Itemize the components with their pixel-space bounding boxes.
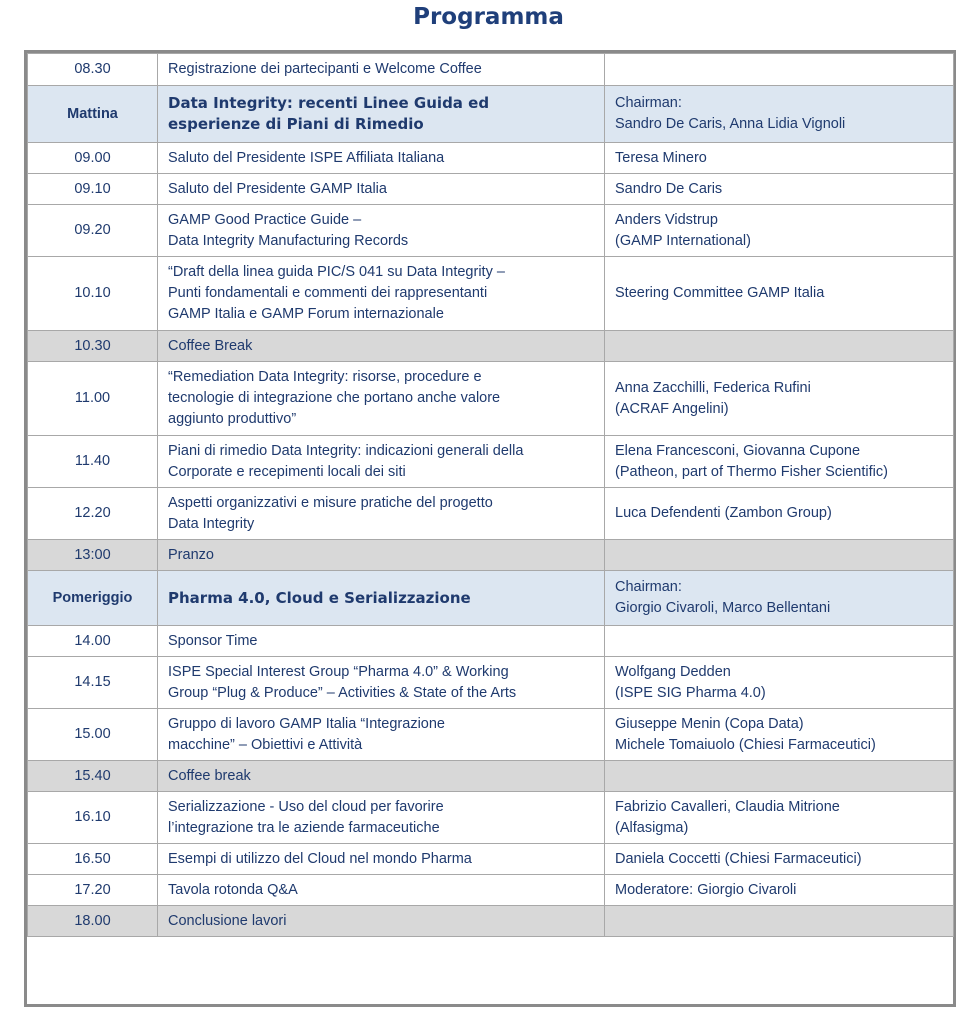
program-cell: Saluto del Presidente ISPE Affiliata Italiana bbox=[158, 143, 605, 174]
time-cell: 10.10 bbox=[28, 257, 158, 331]
speaker-cell: Anders Vidstrup (GAMP International) bbox=[605, 205, 954, 257]
page-title: Programma bbox=[413, 4, 564, 30]
schedule-row bbox=[28, 657, 954, 709]
time-cell: 09.10 bbox=[28, 174, 158, 205]
time-cell: 18.00 bbox=[28, 906, 158, 937]
speaker-cell: Anna Zacchilli, Federica Rufini (ACRAF Angelini) bbox=[605, 362, 954, 436]
schedule-row bbox=[28, 792, 954, 844]
time-cell: Pomeriggio bbox=[28, 571, 158, 626]
time-cell: 14.15 bbox=[28, 657, 158, 709]
programme-table bbox=[24, 50, 956, 1007]
schedule-row bbox=[28, 844, 954, 875]
program-cell: Conclusione lavori bbox=[158, 906, 605, 937]
speaker-cell: Moderatore: Giorgio Civaroli bbox=[605, 875, 954, 906]
program-cell: Gruppo di lavoro GAMP Italia “Integrazione macchine” – Obiettivi e Attività bbox=[158, 709, 605, 761]
schedule-row bbox=[28, 54, 954, 86]
break-row bbox=[28, 761, 954, 792]
program-cell: Coffee break bbox=[158, 761, 605, 792]
schedule-row bbox=[28, 709, 954, 761]
time-cell: 09.20 bbox=[28, 205, 158, 257]
schedule-row bbox=[28, 488, 954, 540]
time-cell: 09.00 bbox=[28, 143, 158, 174]
program-cell: “Draft della linea guida PIC/S 041 su Data Integrity – Punti fondamentali e commenti dei rappresentanti GAMP Italia e GAMP Forum internazionale bbox=[158, 257, 605, 331]
schedule-row bbox=[28, 205, 954, 257]
time-cell: 13:00 bbox=[28, 540, 158, 571]
time-cell: 10.30 bbox=[28, 331, 158, 362]
speaker-cell: Fabrizio Cavalleri, Claudia Mitrione (Alfasigma) bbox=[605, 792, 954, 844]
program-cell: ISPE Special Interest Group “Pharma 4.0” & Working Group “Plug & Produce” – Activities & State of the Arts bbox=[158, 657, 605, 709]
speaker-cell: Chairman: Giorgio Civaroli, Marco Bellentani bbox=[605, 571, 954, 626]
speaker-cell bbox=[605, 331, 954, 362]
time-cell: 15.40 bbox=[28, 761, 158, 792]
program-cell: Registrazione dei partecipanti e Welcome Coffee bbox=[158, 54, 605, 86]
speaker-cell: Luca Defendenti (Zambon Group) bbox=[605, 488, 954, 540]
program-cell: Tavola rotonda Q&A bbox=[158, 875, 605, 906]
speaker-cell: Sandro De Caris bbox=[605, 174, 954, 205]
speaker-cell bbox=[605, 906, 954, 937]
time-cell: 16.10 bbox=[28, 792, 158, 844]
time-cell: Mattina bbox=[28, 86, 158, 143]
speaker-cell bbox=[605, 540, 954, 571]
time-cell: 12.20 bbox=[28, 488, 158, 540]
program-cell: Saluto del Presidente GAMP Italia bbox=[158, 174, 605, 205]
programme-table-body bbox=[28, 54, 954, 937]
program-cell: Piani di rimedio Data Integrity: indicazioni generali della Corporate e recepimenti locali dei siti bbox=[158, 436, 605, 488]
speaker-cell: Chairman: Sandro De Caris, Anna Lidia Vignoli bbox=[605, 86, 954, 143]
speaker-cell bbox=[605, 54, 954, 86]
schedule-row bbox=[28, 143, 954, 174]
time-cell: 15.00 bbox=[28, 709, 158, 761]
section-row bbox=[28, 571, 954, 626]
time-cell: 08.30 bbox=[28, 54, 158, 86]
time-cell: 16.50 bbox=[28, 844, 158, 875]
speaker-cell: Wolfgang Dedden (ISPE SIG Pharma 4.0) bbox=[605, 657, 954, 709]
speaker-cell: Elena Francesconi, Giovanna Cupone (Patheon, part of Thermo Fisher Scientific) bbox=[605, 436, 954, 488]
program-cell: Aspetti organizzativi e misure pratiche del progetto Data Integrity bbox=[158, 488, 605, 540]
program-cell: Pharma 4.0, Cloud e Serializzazione bbox=[158, 571, 605, 626]
program-cell: GAMP Good Practice Guide – Data Integrity Manufacturing Records bbox=[158, 205, 605, 257]
schedule-row bbox=[28, 436, 954, 488]
program-cell: Sponsor Time bbox=[158, 626, 605, 657]
program-cell: Data Integrity: recenti Linee Guida ed esperienze di Piani di Rimedio bbox=[158, 86, 605, 143]
speaker-cell bbox=[605, 626, 954, 657]
time-cell: 11.40 bbox=[28, 436, 158, 488]
time-cell: 11.00 bbox=[28, 362, 158, 436]
program-cell: Serializzazione - Uso del cloud per favorire l’integrazione tra le aziende farmaceutiche bbox=[158, 792, 605, 844]
program-cell: Pranzo bbox=[158, 540, 605, 571]
break-row bbox=[28, 906, 954, 937]
schedule-row bbox=[28, 257, 954, 331]
schedule-row bbox=[28, 174, 954, 205]
schedule-row bbox=[28, 362, 954, 436]
speaker-cell: Giuseppe Menin (Copa Data) Michele Tomaiuolo (Chiesi Farmaceutici) bbox=[605, 709, 954, 761]
program-cell: Esempi di utilizzo del Cloud nel mondo Pharma bbox=[158, 844, 605, 875]
schedule-row bbox=[28, 875, 954, 906]
speaker-cell: Teresa Minero bbox=[605, 143, 954, 174]
speaker-cell bbox=[605, 761, 954, 792]
break-row bbox=[28, 331, 954, 362]
program-cell: Coffee Break bbox=[158, 331, 605, 362]
program-cell: “Remediation Data Integrity: risorse, procedure e tecnologie di integrazione che portano anche valore aggiunto produttivo” bbox=[158, 362, 605, 436]
time-cell: 14.00 bbox=[28, 626, 158, 657]
speaker-cell: Daniela Coccetti (Chiesi Farmaceutici) bbox=[605, 844, 954, 875]
schedule-row bbox=[28, 626, 954, 657]
time-cell: 17.20 bbox=[28, 875, 158, 906]
section-row bbox=[28, 86, 954, 143]
speaker-cell: Steering Committee GAMP Italia bbox=[605, 257, 954, 331]
break-row bbox=[28, 540, 954, 571]
